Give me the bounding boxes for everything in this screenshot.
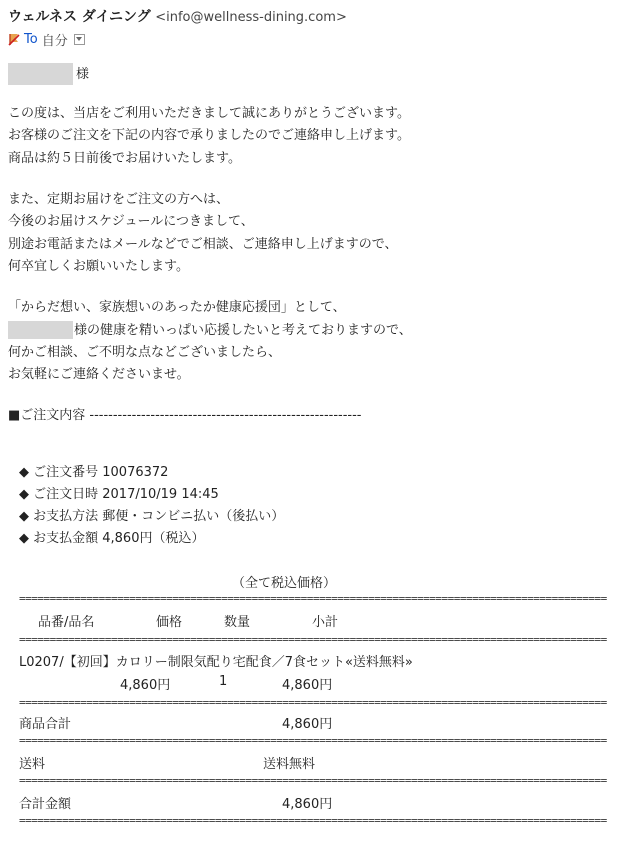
order-number: ◆ ご注文番号 10076372 bbox=[19, 465, 169, 480]
header-price: 価格 bbox=[156, 615, 183, 630]
payment-amount: ◆ お支払金額 4,860円（税込） bbox=[19, 531, 205, 546]
grand-total-label: 合計金額 bbox=[19, 797, 72, 812]
body-line: 「からだ想い、家族想いのあったか健康応援団」として、 bbox=[8, 300, 346, 315]
body-line: 商品は約５日前後でお届けいたします。 bbox=[8, 151, 241, 166]
goods-total-label: 商品合計 bbox=[19, 717, 72, 732]
important-flag-icon bbox=[8, 33, 20, 46]
item-name: L0207/【初回】カロリー制限気配り宅配食／7食セット«送料無料» bbox=[19, 655, 413, 670]
header-code-name: 品番/品名 bbox=[38, 615, 95, 630]
body-line: 別途お電話またはメールなどでご相談、ご連絡申し上げますので、 bbox=[8, 237, 398, 252]
shipping-value: 送料無料 bbox=[263, 757, 316, 772]
table-divider: ================================================================================================ bbox=[19, 696, 607, 709]
body-line: この度は、当店をご利用いただきまして誠にありがとうございます。 bbox=[8, 106, 410, 121]
redacted-name bbox=[8, 321, 73, 339]
header-qty: 数量 bbox=[224, 615, 251, 630]
item-price: 4,860円 bbox=[120, 678, 171, 693]
body-line: 何かご相談、ご不明な点などございましたら、 bbox=[8, 345, 282, 360]
body-line: 様の健康を精いっぱい応援したいと考えておりますので、 bbox=[74, 323, 412, 338]
redacted-name bbox=[8, 63, 73, 85]
table-divider: ================================================================================================ bbox=[19, 592, 607, 605]
to-value: 自分 bbox=[41, 34, 68, 49]
dropdown-icon[interactable] bbox=[74, 34, 85, 45]
shipping-label: 送料 bbox=[19, 757, 46, 772]
body-line: お客様のご注文を下記の内容で承りましたのでご連絡申し上げます。 bbox=[8, 128, 410, 143]
recipient-row bbox=[8, 30, 85, 49]
sender bbox=[8, 6, 347, 26]
body-line: 今後のお届けスケジュールにつきまして、 bbox=[8, 214, 254, 229]
table-divider: ================================================================================================ bbox=[19, 734, 607, 747]
payment-method: ◆ お支払方法 郵便・コンビニ払い（後払い） bbox=[19, 509, 285, 524]
body-line: 何卒宜しくお願いいたします。 bbox=[8, 259, 189, 274]
sender-email: <info@wellness-dining.com> bbox=[155, 10, 347, 25]
body-line: お気軽にご連絡くださいませ。 bbox=[8, 367, 190, 382]
order-date: ◆ ご注文日時 2017/10/19 14:45 bbox=[19, 487, 219, 502]
greeting-suffix: 様 bbox=[76, 67, 90, 82]
item-qty: 1 bbox=[219, 674, 228, 689]
table-divider: ================================================================================================ bbox=[19, 814, 607, 827]
table-divider: ================================================================================================ bbox=[19, 774, 607, 787]
body-line: また、定期お届けをご注文の方へは、 bbox=[8, 192, 230, 207]
goods-total-value: 4,860円 bbox=[282, 717, 333, 732]
to-label: To bbox=[24, 32, 38, 47]
header-subtotal: 小計 bbox=[312, 615, 339, 630]
item-subtotal: 4,860円 bbox=[282, 678, 333, 693]
table-caption: （全て税込価格） bbox=[232, 576, 337, 591]
grand-total-value: 4,860円 bbox=[282, 797, 333, 812]
table-divider: ================================================================================================ bbox=[19, 633, 607, 646]
order-section-title: ■ご注文内容 ---------------------------------------------------------- bbox=[8, 408, 362, 423]
sender-name: ウェルネス ダイニング bbox=[8, 9, 151, 25]
